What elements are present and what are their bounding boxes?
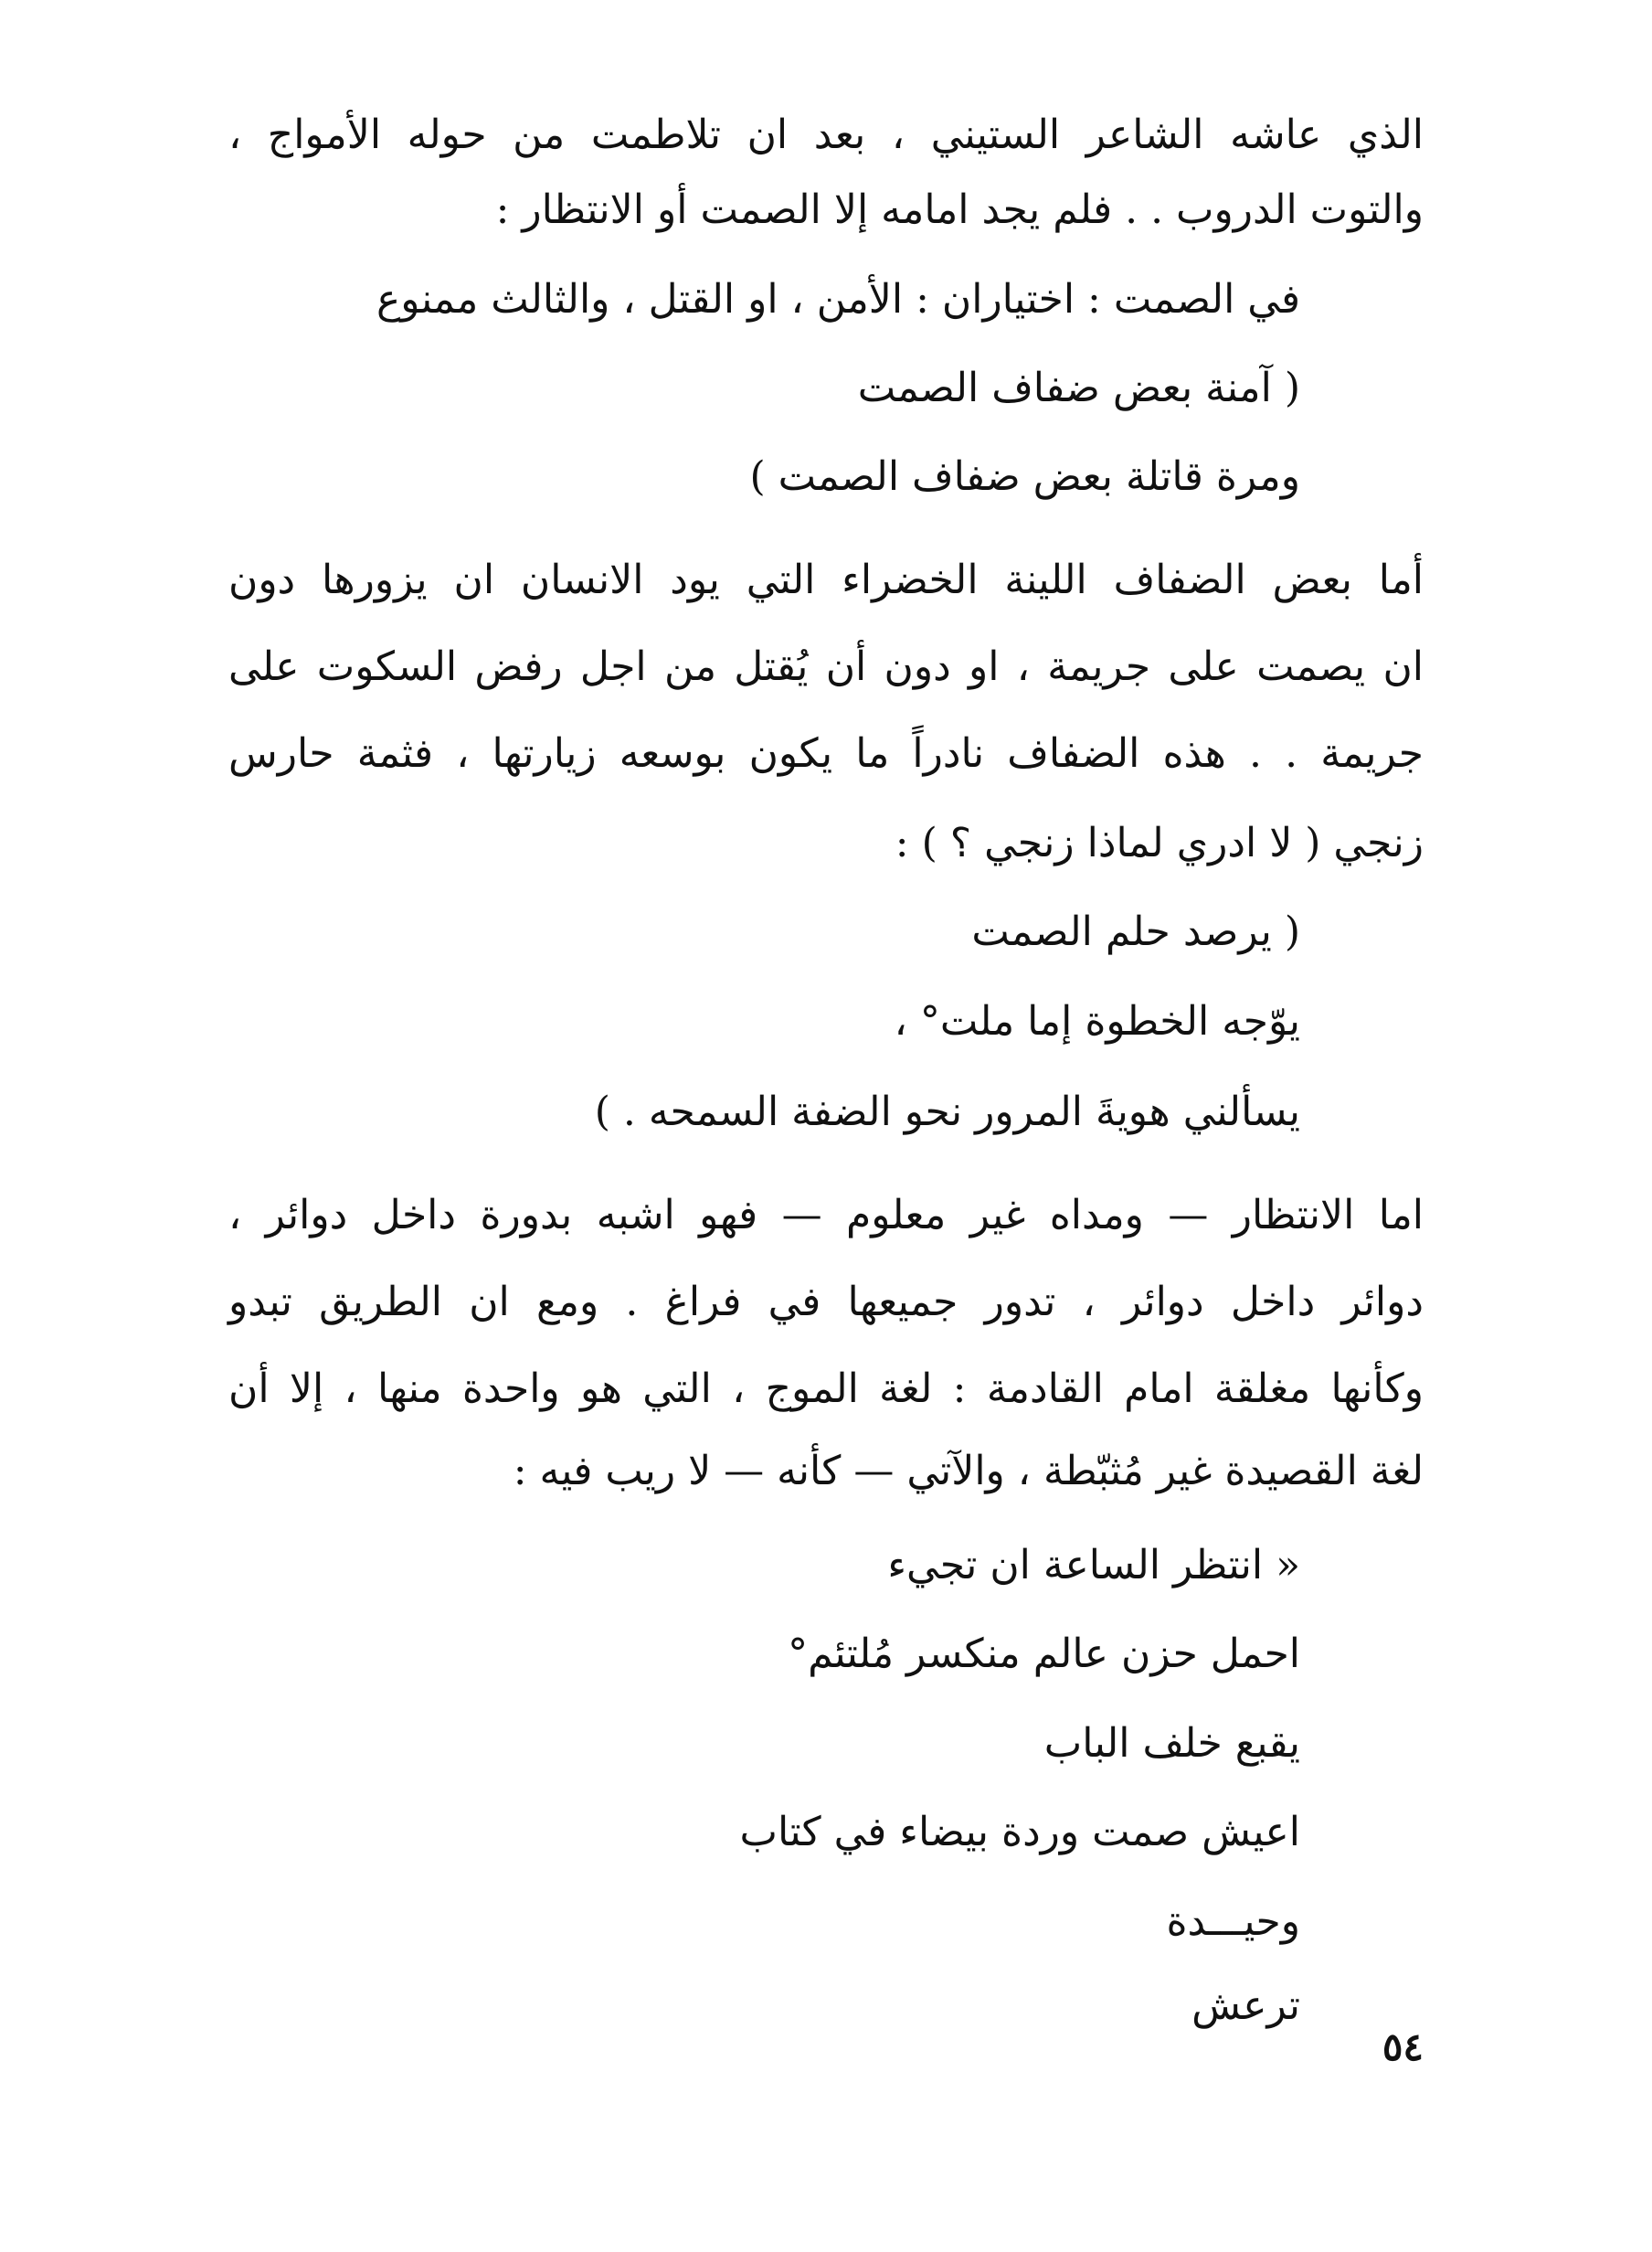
verse-line: « انتظر الساعة ان تجيء	[887, 1542, 1300, 1588]
verse-line: يقبع خلف الباب	[1043, 1720, 1300, 1767]
verse-line: احمل حزن عالم منكسر مُلتئم°	[788, 1631, 1300, 1677]
verse-line: في الصمت : اختياران : الأمن ، او القتل ، والثالث ممنوع	[376, 276, 1300, 323]
text-line: زنجي ( لا ادري لماذا زنجي ؟ ) :	[895, 820, 1424, 866]
text-line: جريمة . . هذه الضفاف نادراً ما يكون بوسعه زيارتها ، فثمة حارس	[228, 730, 1424, 777]
text-line: أما بعض الضفاف اللينة الخضراء التي يود الانسان ان يزورها دون	[228, 557, 1424, 603]
text-line: والتوت الدروب . . فلم يجد امامه إلا الصمت أو الانتظار :	[495, 186, 1424, 233]
verse-line: يسألني هويةَ المرور نحو الضفة السمحه . )	[594, 1089, 1300, 1135]
verse-line: اعيش صمت وردة بيضاء في كتاب	[739, 1809, 1300, 1855]
page-number: ٥٤	[1382, 2024, 1424, 2069]
text-line: الذي عاشه الشاعر الستيني ، بعد ان تلاطمت من حوله الأمواج ،	[228, 112, 1424, 158]
verse-line: ( يرصد حلم الصمت	[971, 908, 1300, 955]
text-line: وكأنها مغلقة امام القادمة : لغة الموج ، التي هو واحدة منها ، إلا أن	[228, 1365, 1424, 1412]
verse-line: ترعش	[1191, 1982, 1300, 2029]
text-line: اما الانتظار — ومداه غير معلوم — فهو اشبه بدورة داخل دوائر ،	[228, 1192, 1424, 1238]
text-line: ان يصمت على جريمة ، او دون أن يُقتل من اجل رفض السكوت على	[228, 643, 1424, 690]
verse-line: ( آمنة بعض ضفاف الصمت	[857, 365, 1300, 411]
verse-line: ومرة قاتلة بعض ضفاف الصمت )	[749, 453, 1300, 500]
text-line: دوائر داخل دوائر ، تدور جميعها في فراغ . ومع ان الطريق تبدو	[228, 1279, 1424, 1325]
text-line: لغة القصيدة غير مُثبّطة ، والآتي — كأنه — لا ريب فيه :	[513, 1448, 1424, 1494]
verse-line: يوّجه الخطوة إما ملت° ،	[894, 998, 1300, 1045]
verse-line: وحيـــدة	[1166, 1898, 1300, 1945]
